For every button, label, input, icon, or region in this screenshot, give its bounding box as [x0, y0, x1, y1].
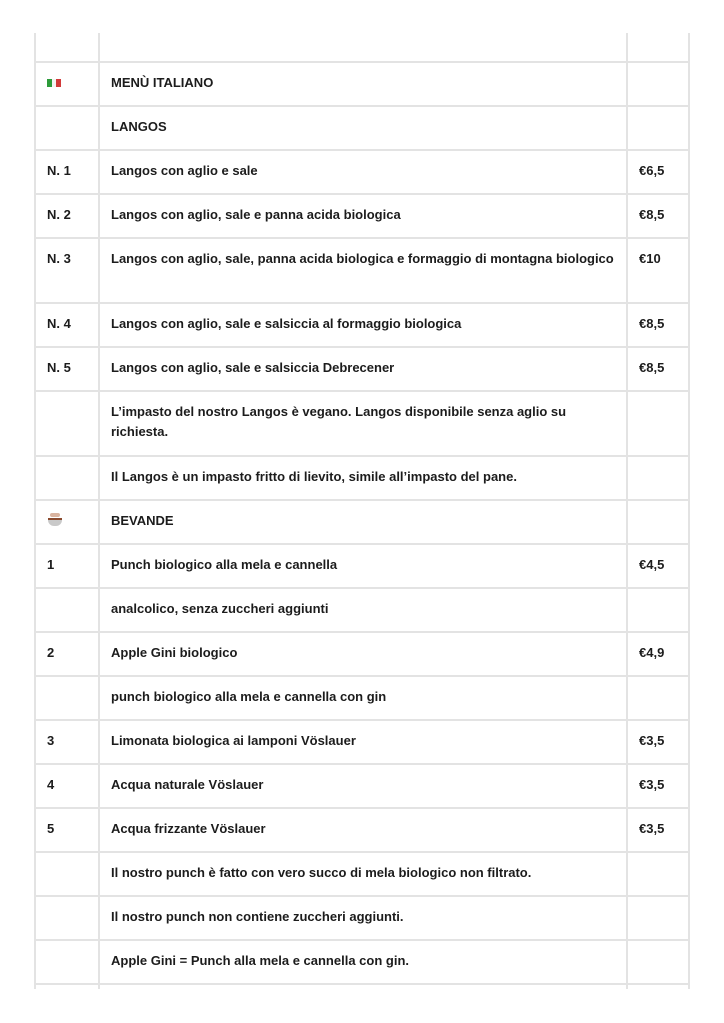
item-description: Langos con aglio, sale e salsiccia Debrecener [99, 347, 627, 391]
item-number: 2 [35, 632, 99, 676]
item-description: Punch biologico alla mela e cannella [99, 544, 627, 588]
item-description: Langos con aglio e sale [99, 150, 627, 194]
item-price: €3,5 [627, 808, 689, 852]
table-row [35, 150, 689, 194]
item-price: €4,9 [627, 632, 689, 676]
item-number: 4 [35, 764, 99, 808]
table-row [35, 33, 689, 62]
item-price: €3,5 [627, 720, 689, 764]
table-row [35, 194, 689, 238]
item-description: Acqua frizzante Vöslauer [99, 808, 627, 852]
bevande-note: Apple Gini = Punch alla mela e cannella con gin. [99, 940, 627, 984]
menu-sheet [34, 33, 690, 989]
item-number: 1 [35, 544, 99, 588]
item-price: €8,5 [627, 347, 689, 391]
item-number: N. 1 [35, 150, 99, 194]
table-row [35, 347, 689, 391]
table-row [35, 238, 689, 303]
table-row [35, 676, 689, 720]
table-row [35, 500, 689, 544]
item-description: Langos con aglio, sale, panna acida biologica e formaggio di montagna biologico [99, 238, 627, 303]
bevande-note: Il nostro punch non contiene zuccheri aggiunti. [99, 896, 627, 940]
item-price: €10 [627, 238, 689, 303]
item-price: €3,5 [627, 764, 689, 808]
item-description: Langos con aglio, sale e panna acida biologica [99, 194, 627, 238]
item-number: 5 [35, 808, 99, 852]
table-row [35, 808, 689, 852]
langos-note: L’impasto del nostro Langos è vegano. Langos disponibile senza aglio su richiesta. [99, 391, 627, 456]
section-heading-bevande: BEVANDE [99, 500, 627, 544]
table-row [35, 106, 689, 150]
item-description: Langos con aglio, sale e salsiccia al formaggio biologica [99, 303, 627, 347]
section-heading-langos: LANGOS [99, 106, 627, 150]
langos-note: Il Langos è un impasto fritto di lievito, simile all’impasto del pane. [99, 456, 627, 500]
table-row [35, 62, 689, 106]
menu-table [34, 33, 690, 989]
table-row [35, 303, 689, 347]
menu-title: MENÙ ITALIANO [99, 62, 627, 106]
table-row [35, 588, 689, 632]
table-row [35, 720, 689, 764]
table-row [35, 456, 689, 500]
table-row [35, 544, 689, 588]
table-row [35, 764, 689, 808]
hot-drink-icon [47, 513, 63, 527]
item-description: Apple Gini biologico [99, 632, 627, 676]
bevande-note: Il nostro punch è fatto con vero succo di mela biologico non filtrato. [99, 852, 627, 896]
table-row [35, 984, 689, 989]
table-row [35, 632, 689, 676]
table-row [35, 940, 689, 984]
table-row [35, 391, 689, 456]
item-price: €6,5 [627, 150, 689, 194]
item-description: Limonata biologica ai lamponi Vöslauer [99, 720, 627, 764]
item-number: N. 2 [35, 194, 99, 238]
item-number: N. 5 [35, 347, 99, 391]
item-number: 3 [35, 720, 99, 764]
table-row [35, 896, 689, 940]
item-number: N. 3 [35, 238, 99, 303]
item-description: Acqua naturale Vöslauer [99, 764, 627, 808]
item-note: analcolico, senza zuccheri aggiunti [99, 588, 627, 632]
italian-flag-icon [47, 79, 61, 87]
item-price: €8,5 [627, 194, 689, 238]
item-price: €8,5 [627, 303, 689, 347]
item-price: €4,5 [627, 544, 689, 588]
table-row [35, 852, 689, 896]
item-number: N. 4 [35, 303, 99, 347]
item-note: punch biologico alla mela e cannella con gin [99, 676, 627, 720]
